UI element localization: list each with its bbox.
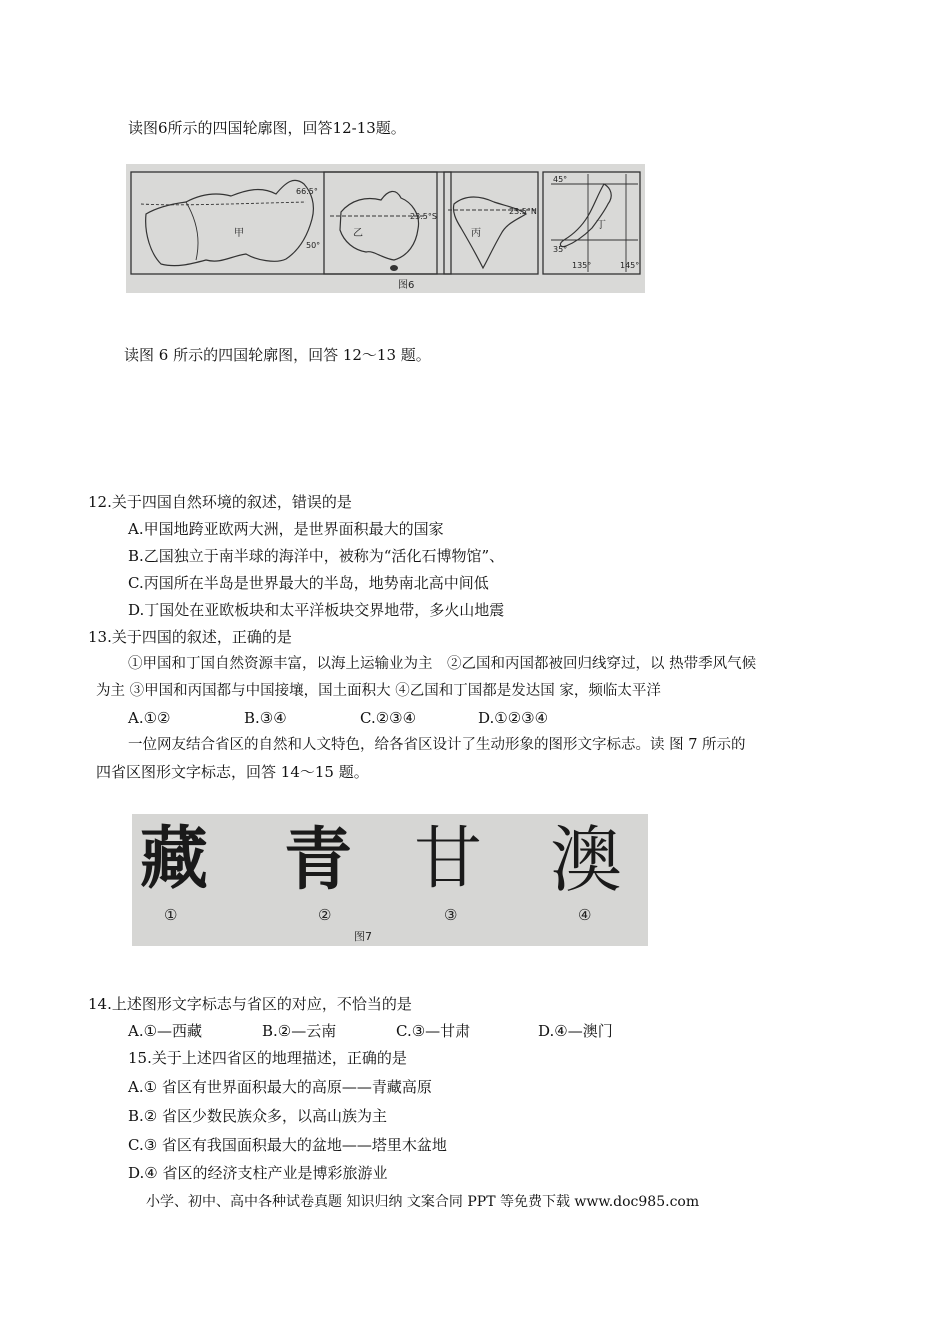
q15-option-b: B.② 省区少数民族众多，以高山族为主 (128, 1107, 388, 1125)
q13-option-c: C.②③④ (360, 709, 417, 727)
figure-6-svg (126, 164, 645, 293)
label-50: 50° (306, 241, 321, 250)
intro-figure-6-b: 读图 6 所示的四国轮廓图，回答 12～13 题。 (124, 346, 431, 364)
q12-stem: 12.关于四国自然环境的叙述，错误的是 (88, 493, 352, 511)
q13-statements-line2: 为主 ③甲国和丙国都与中国接壤，国土面积大 ④乙国和丁国都是发达国 家，频临太平洋 (96, 683, 661, 699)
russia-outline (146, 180, 314, 265)
label-23-5-n: 23.5°N (509, 207, 537, 216)
intro-figure-7-line1: 一位网友结合省区的自然和人文特色，给各省区设计了生动形象的图形文字标志。读 图 7 所示的 (128, 737, 746, 753)
footer-text: 小学、初中、高中各种试卷真题 知识归纳 文案合同 PPT 等免费下载 www.doc985.com (146, 1194, 700, 1210)
australia-outline (340, 191, 419, 260)
q13-statements-line1: ①甲国和丁国自然资源丰富，以海上运输业为主 ②乙国和丙国都被回归线穿过，以 热带季风气候 (128, 656, 757, 672)
logo-3-glyph: 甘 (413, 820, 482, 899)
logo-2-glyph: 青 (283, 820, 352, 900)
q14-option-a: A.①—西藏 (128, 1022, 203, 1040)
label-ding: 丁 (596, 220, 606, 231)
logo-1-number: ① (164, 906, 178, 924)
japan-outline (560, 184, 611, 247)
q13-option-a: A.①② (128, 709, 171, 727)
label-66-5: 66.5° (296, 187, 318, 196)
label-35: 35° (553, 245, 568, 254)
figure-6-country-outlines (126, 164, 645, 293)
q14-option-d: D.④—澳门 (538, 1022, 613, 1040)
q13-option-b: B.③④ (244, 709, 287, 727)
logo-3-number: ③ (444, 906, 458, 924)
logo-2-number: ② (318, 906, 332, 924)
logo-4-number: ④ (578, 906, 592, 924)
logo-4-glyph: 澳 (549, 818, 622, 902)
intro-figure-6-a: 读图6所示的四国轮廓图，回答12-13题。 (128, 119, 406, 137)
q12-option-d: D.丁国处在亚欧板块和太平洋板块交界地带，多火山地震 (128, 601, 505, 619)
q15-option-c: C.③ 省区有我国面积最大的盆地——塔里木盆地 (128, 1136, 447, 1154)
label-45: 45° (553, 175, 568, 184)
logo-1-glyph: 藏 (139, 820, 208, 899)
label-yi: 乙 (353, 228, 363, 239)
q14-stem: 14.上述图形文字标志与省区的对应，不恰当的是 (88, 995, 412, 1013)
figure-7-caption: 图7 (354, 930, 372, 943)
q13-option-d: D.①②③④ (478, 709, 549, 727)
q12-option-a: A.甲国地跨亚欧两大洲，是世界面积最大的国家 (128, 520, 444, 538)
q13-stem: 13.关于四国的叙述，正确的是 (88, 628, 292, 646)
label-bing: 丙 (471, 228, 481, 239)
q14-option-c: C.③—甘肃 (396, 1022, 471, 1040)
figure-7-province-logos (132, 814, 648, 946)
q15-option-d: D.④ 省区的经济支柱产业是博彩旅游业 (128, 1164, 388, 1182)
q15-option-a: A.① 省区有世界面积最大的高原——青藏高原 (128, 1078, 432, 1096)
q12-option-c: C.丙国所在半岛是世界最大的半岛，地势南北高中间低 (128, 574, 489, 592)
label-145: 145° (620, 261, 640, 270)
q12-option-b: B.乙国独立于南半球的海洋中，被称为“活化石博物馆”、 (128, 547, 505, 565)
label-135: 135° (572, 261, 592, 270)
label-jia: 甲 (234, 228, 244, 239)
label-23-5-s: 23.5°S (410, 212, 437, 221)
figure-6-caption: 图6 (398, 280, 415, 291)
intro-figure-7-line2: 四省区图形文字标志，回答 14～15 题。 (96, 763, 369, 781)
q15-stem: 15.关于上述四省区的地理描述，正确的是 (128, 1049, 407, 1067)
q14-option-b: B.②—云南 (262, 1022, 337, 1040)
